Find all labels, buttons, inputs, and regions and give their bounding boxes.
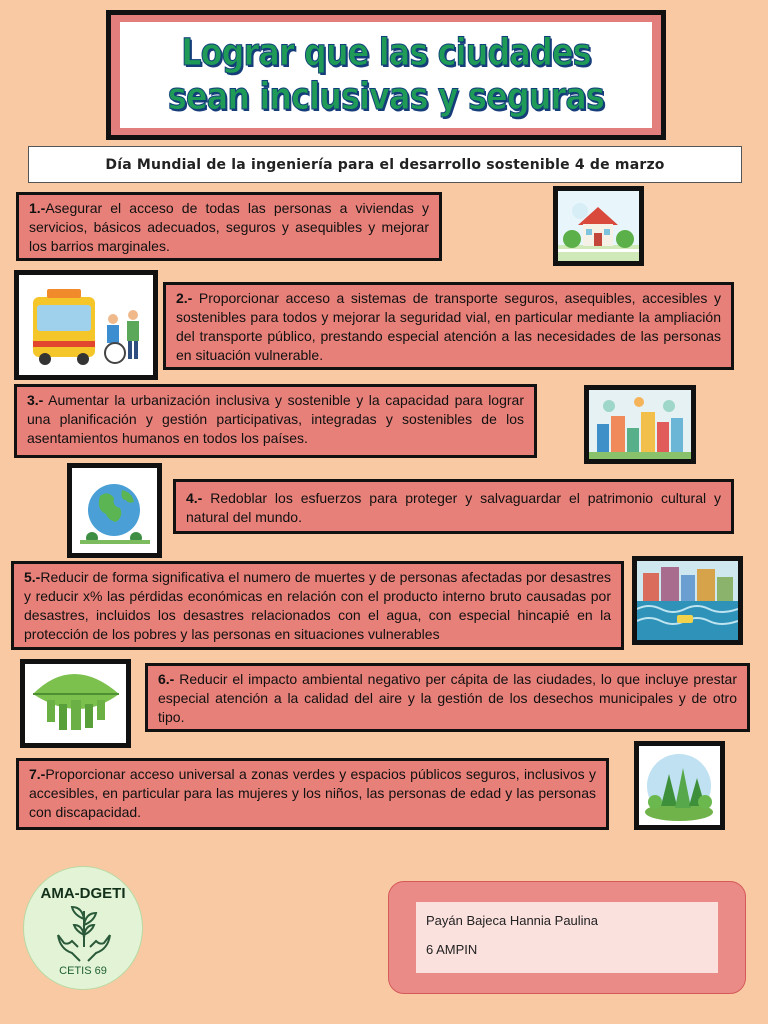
bus-image: [14, 270, 158, 380]
hands-plant-icon: [54, 905, 114, 963]
goal-text: Asegurar el acceso de todas las personas a viviendas y servicios, básicos adecuados, seguros y asequibles y mejorar los barrios marginales.: [29, 200, 429, 254]
flood-image: [632, 556, 743, 645]
goal-text: Proporcionar acceso a sistemas de transporte seguros, asequibles, accesibles y sostenibles para todos y mejorar la seguridad vial, en particular mediante la ampliación del transporte público, prestando especial atención a las necesidades de las personas en situación vulnerable.: [176, 290, 721, 363]
city-icon: [589, 390, 691, 459]
goal-text: Redoblar los esfuerzos para proteger y salvaguardar el patrimonio cultural y natural del mundo.: [186, 490, 721, 525]
goal-number: 3.-: [27, 392, 44, 408]
author-group: 6 AMPIN: [426, 942, 478, 957]
goal-item-1: [16, 192, 442, 261]
goal-item-5: [11, 561, 624, 650]
house-icon: [558, 191, 639, 261]
author-card: [388, 881, 746, 994]
park-image: [634, 741, 725, 830]
goal-text: Aumentar la urbanización inclusiva y sostenible y la capacidad para lograr una planificación y gestión participativas, integradas y sostenibles de los asentamientos humanos en todos los países.: [27, 392, 524, 446]
school-logo: [23, 866, 143, 990]
goal-number: 4.-: [186, 490, 203, 506]
goal-item-6: [145, 663, 750, 732]
goal-item-7: [16, 758, 609, 830]
globe-icon: [72, 468, 157, 553]
goal-number: 2.-: [176, 290, 193, 306]
goal-item-4: [173, 479, 734, 534]
leaf-icon: [25, 664, 126, 743]
leaf-city-image: [20, 659, 131, 748]
goal-number: 5.-: [24, 569, 41, 585]
author-name: Payán Bajeca Hannia Paulina: [426, 913, 599, 928]
author-card-inner: [416, 902, 718, 973]
trees-icon: [639, 746, 720, 825]
goal-item-2: [163, 282, 734, 370]
goal-number: 1.-: [29, 200, 46, 216]
flood-icon: [637, 561, 738, 640]
title-frame: [106, 10, 666, 140]
house-image: [553, 186, 644, 266]
goal-text: Proporcionar acceso universal a zonas verdes y espacios públicos seguros, inclusivos y accesibles, en particular para las mujeres y los niños, las personas de edad y las personas con discapacidad.: [29, 766, 596, 820]
smart-city-image: [584, 385, 696, 464]
subtitle-banner: Día Mundial de la ingeniería para el desarrollo sostenible 4 de marzo: [28, 146, 742, 183]
goal-item-3: [14, 384, 537, 458]
goal-text: Reducir de forma significativa el numero de muertes y de personas afectadas por desastres y reducir x% las pérdidas económicas en relación con el producto interno bruto causadas por desastres, incluidos los desastres relacionados con el agua, con especial hincapié en la protección de los pobres y las personas en situaciones vulnerables: [24, 569, 611, 642]
page-title: Lograr que las ciudades sean inclusivas y seguras: [167, 31, 605, 118]
globe-image: [67, 463, 162, 558]
goal-number: 6.-: [158, 671, 175, 687]
bus-icon: [19, 275, 153, 375]
goal-number: 7.-: [29, 766, 46, 782]
logo-subtitle: CETIS 69: [59, 965, 107, 977]
title-banner: [120, 22, 652, 128]
logo-title: AMA-DGETI: [40, 885, 126, 902]
goal-text: Reducir el impacto ambiental negativo per cápita de las ciudades, lo que incluye prestar especial atención a la calidad del aire y la gestión de los desechos municipales y de otro tipo.: [158, 671, 737, 725]
